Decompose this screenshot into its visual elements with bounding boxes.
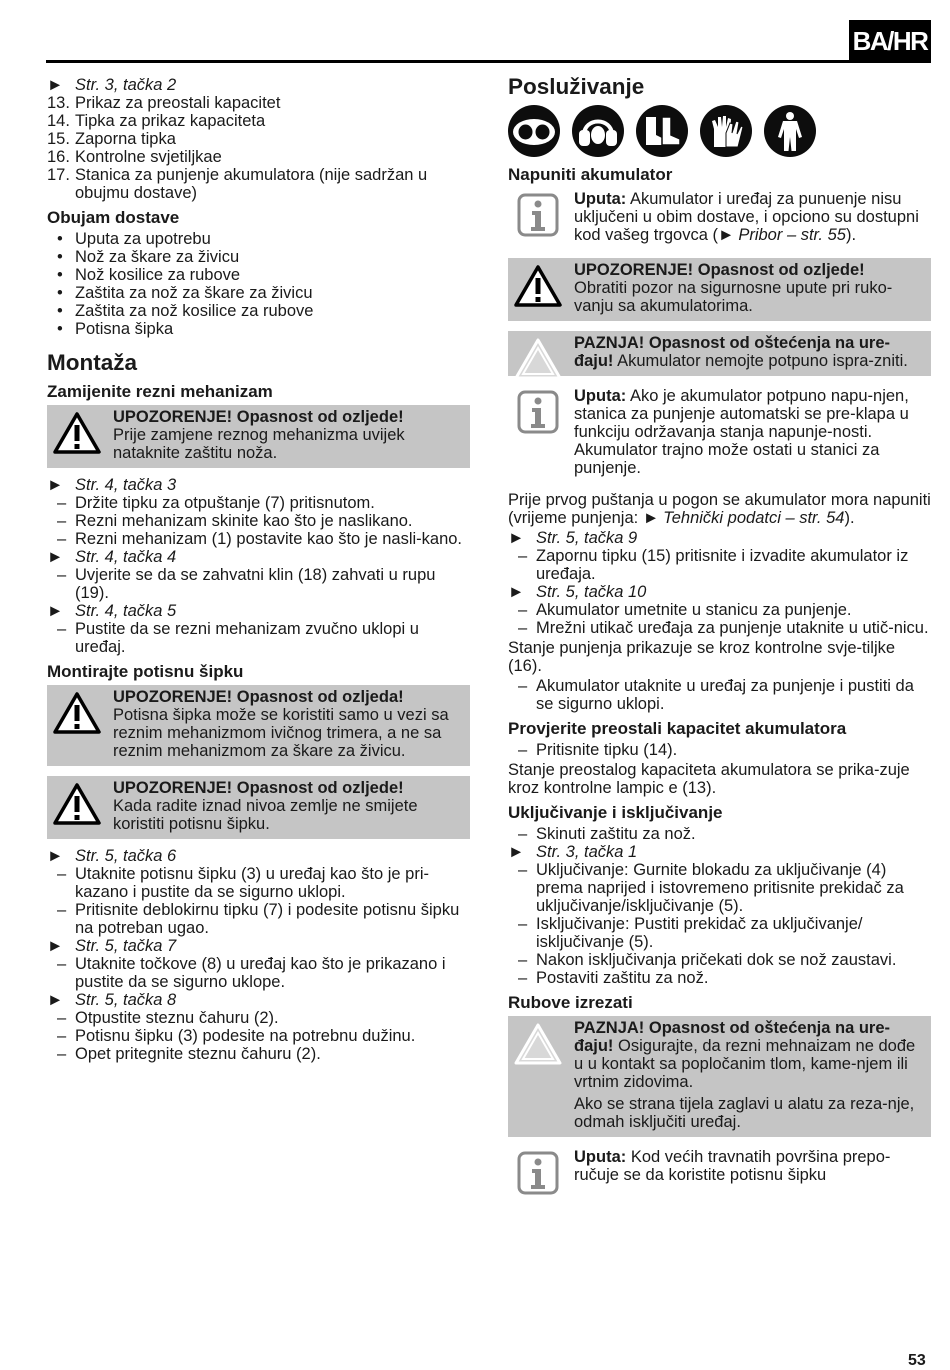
- step-item: – Nakon isključivanja pričekati dok se nož zaustavi.: [518, 951, 897, 969]
- steps-list: [508, 547, 931, 583]
- warning-triangle-icon: [53, 782, 101, 826]
- caution-title: PAZNJA! Opasnost od oštećenja na ure-đaju!: [574, 334, 890, 370]
- montaza-heading: Montaža: [47, 350, 137, 375]
- item-number: 17.: [47, 166, 70, 184]
- step-item: – Isključivanje: Pustiti prekidač za uključivanje/ isključivanje (5).: [518, 915, 863, 951]
- info-title: Uputa:: [574, 190, 627, 208]
- steps-list: [47, 1009, 470, 1063]
- list-item: [47, 112, 470, 130]
- caution-text: Akumulator nemojte potpuno ispra-zniti.: [617, 352, 908, 370]
- figure-reference: ► Str. 3, tačka 2: [47, 76, 177, 94]
- steps-list: [508, 741, 931, 759]
- warning-title: UPOZORENJE! Opasnost od ozljede!: [113, 779, 404, 797]
- step-item: – Pritisnite deblokirnu tipku (7) i podesite potisnu šipku na potreban ugao.: [57, 901, 460, 937]
- list-item: [47, 94, 470, 112]
- paragraph: Prije prvog puštanja u pogon se akumulator mora napuniti (vrijeme punjenja: ► Tehnički podatci – str. 54).: [508, 491, 931, 527]
- step-item: – Pritisnite tipku (14).: [518, 741, 678, 759]
- paragraph: Stanje punjenja prikazuje se kroz kontrolne svje-tiljke (16).: [508, 639, 896, 675]
- info-icon: [514, 1151, 562, 1195]
- warning-triangle-icon: [53, 691, 101, 735]
- figure-reference: ► Str. 5, tačka 6: [47, 847, 177, 865]
- info-box: [508, 384, 931, 483]
- caution-triangle-icon: [514, 337, 562, 381]
- item-number: 16.: [47, 148, 70, 166]
- replace-heading: Zamijenite rezni mehanizam: [47, 382, 273, 401]
- figure-reference: ► Str. 4, tačka 3: [47, 476, 177, 494]
- info-reference: ► Pribor – str. 55: [718, 226, 846, 244]
- warning-box: [47, 776, 470, 839]
- figure-reference: ► Str. 5, tačka 9: [508, 529, 638, 547]
- list-item: • Potisna šipka: [57, 320, 174, 338]
- figure-reference: ► Str. 5, tačka 10: [508, 583, 647, 601]
- warning-title: UPOZORENJE! Opasnost od ozljede!: [574, 261, 865, 279]
- info-text: Kod većih travnatih površina prepo-ručuje se da koristite potisnu šipku: [574, 1148, 891, 1184]
- step-item: – Otpustite steznu čahuru (2).: [57, 1009, 279, 1027]
- step-item: – Postaviti zaštitu za nož.: [518, 969, 709, 987]
- list-item: • Nož za škare za živicu: [57, 248, 240, 266]
- step-item: – Uvjerite se da se zahvatni klin (18) zahvati u rupu (19).: [57, 566, 436, 602]
- item-text: Zaporna tipka: [75, 130, 176, 148]
- steps-list: [508, 601, 931, 637]
- onoff-heading: Uključivanje i isključivanje: [508, 803, 723, 822]
- figure-reference: ► Str. 5, tačka 8: [47, 991, 177, 1009]
- step-item: – Akumulator utaknite u uređaj za punjenje i pustiti da se sigurno uklopi.: [518, 677, 914, 713]
- step-item: – Skinuti zaštitu za nož.: [518, 825, 696, 843]
- edge-heading: Rubove izrezati: [508, 993, 633, 1012]
- caution-title: PAZNJA! Opasnost od oštećenja na ure-đaju!: [574, 1019, 890, 1055]
- step-item: – Utaknite potisnu šipku (3) u uređaj kao što je pri-kazano i pustite da se sigurno uklopi.: [57, 865, 430, 901]
- paragraph: Stanje preostalog kapaciteta akumulatora se prika-zuje kroz kontrolne lampic e (13).: [508, 761, 910, 797]
- language-tab: BA/HR: [849, 20, 931, 63]
- header-rule: [46, 60, 931, 63]
- page-number: 53: [908, 1352, 926, 1369]
- list-item: [47, 148, 470, 166]
- charge-heading: Napuniti akumulator: [508, 165, 673, 184]
- step-item: – Uključivanje: Gurnite blokadu za uključivanje (4) prema naprijed i istovremeno pritisnite prekidač za uključivanje/isključivanje (5).: [518, 861, 904, 915]
- warning-title: UPOZORENJE! Opasnost od ozljede!: [113, 408, 404, 426]
- step-item: – Pustite da se rezni mehanizam zvučno uklopi u uređaj.: [57, 620, 419, 656]
- warning-text: Prije zamjene reznog mehanizma uvijek nataknite zaštitu noža.: [113, 426, 405, 462]
- ear-protection-icon: [572, 105, 624, 157]
- figure-reference: ► Str. 4, tačka 5: [47, 602, 177, 620]
- item-text: Tipka za prikaz kapaciteta: [75, 112, 266, 130]
- left-column: [47, 76, 470, 1063]
- step-item: – Rezni mehanizam skinite kao što je naslikano.: [57, 512, 413, 530]
- step-item: – Zapornu tipku (15) pritisnite i izvadite akumulator iz uređaja.: [518, 547, 909, 583]
- info-box: [508, 1145, 931, 1190]
- mount-heading: Montirajte potisnu šipku: [47, 662, 244, 681]
- gloves-icon: [700, 105, 752, 157]
- info-title: Uputa:: [574, 1148, 627, 1166]
- warning-text: Obratiti pozor na sigurnosne upute pri ruko-vanju sa akumulatorima.: [574, 279, 893, 315]
- caution-text: Osigurajte, da rezni mehnaizam ne dođe u u kontakt sa popločanim tlom, kame-njem ili vrtnim zidovima.: [574, 1037, 916, 1091]
- goggles-icon: [508, 105, 560, 157]
- protective-suit-icon: [764, 105, 816, 157]
- step-item: – Rezni mehanizam (1) postavite kao što je nasli-kano.: [57, 530, 463, 548]
- parts-list: [47, 94, 470, 202]
- step-item: – Potisnu šipku (3) podesite na potrebnu dužinu.: [57, 1027, 416, 1045]
- scope-heading: Obujam dostave: [47, 208, 180, 227]
- figure-reference: ► Str. 5, tačka 7: [47, 937, 177, 955]
- step-item: – Opet pritegnite steznu čahuru (2).: [57, 1045, 321, 1063]
- list-item: • Uputa za upotrebu: [57, 230, 211, 248]
- steps-list: [508, 861, 931, 987]
- figure-reference: ► Str. 4, tačka 4: [47, 548, 177, 566]
- list-item: • Zaštita za nož kosilice za rubove: [57, 302, 314, 320]
- info-icon: [514, 390, 562, 434]
- steps-list: [47, 566, 470, 602]
- list-item: [47, 130, 470, 148]
- steps-list: [508, 677, 931, 713]
- item-number: 14.: [47, 112, 70, 130]
- info-text: Ako je akumulator potpuno napu-njen, stanica za punjenje automatski se pre-klapa u funkciju održavanja stanja napunje-nosti. Akumulator trajno može ostati u stanici za punjenje.: [574, 387, 909, 477]
- caution-triangle-icon: [514, 1022, 562, 1066]
- step-item: – Utaknite točkove (8) u uređaj kao što je prikazano i pustite da se sigurno uklope.: [57, 955, 446, 991]
- warning-title: UPOZORENJE! Opasnost od ozljeda!: [113, 688, 404, 706]
- caution-box: [508, 1016, 931, 1137]
- steps-list: [47, 955, 470, 991]
- warning-triangle-icon: [514, 264, 562, 308]
- item-text: Kontrolne svjetiljkae: [75, 148, 222, 166]
- capacity-heading: Provjerite preostali kapacitet akumulatora: [508, 719, 847, 738]
- item-text: Stanica za punjenje akumulatora (nije sadržan u obujmu dostave): [75, 166, 428, 202]
- info-icon: [514, 193, 562, 237]
- warning-box: [47, 405, 470, 468]
- steps-list: [47, 494, 470, 548]
- item-number: 13.: [47, 94, 70, 112]
- list-item: • Nož kosilice za rubove: [57, 266, 241, 284]
- step-item: – Držite tipku za otpuštanje (7) pritisnutom.: [57, 494, 375, 512]
- warning-box: [47, 685, 470, 766]
- item-number: 15.: [47, 130, 70, 148]
- step-item: – Akumulator umetnite u stanicu za punjenje.: [518, 601, 852, 619]
- warning-text: Potisna šipka može se koristiti samo u vezi sa reznim mehanizmom ivičnog trimera, a ne sa reznim mehanizmom za škare za živicu.: [113, 706, 449, 760]
- info-box: Uputa: Akumulator i uređaj za punuenje nisu uključeni u obim dostave, i opciono su dostupni kod vašeg trgovca (► Pribor – str. 55).: [508, 187, 931, 250]
- warning-text: Kada radite iznad nivoa zemlje ne smijete koristiti potisnu šipku.: [113, 797, 418, 833]
- list-item: [47, 166, 470, 202]
- scope-list: [47, 230, 470, 338]
- boots-icon: [636, 105, 688, 157]
- info-title: Uputa:: [574, 387, 627, 405]
- warning-box: [508, 258, 931, 321]
- caution-box: [508, 331, 931, 376]
- steps-list: [508, 825, 931, 843]
- ppe-icons-row: [508, 105, 931, 157]
- warning-triangle-icon: [53, 411, 101, 455]
- list-item: • Zaštita za nož za škare za živicu: [57, 284, 313, 302]
- info-text: Akumulator i uređaj za punuenje nisu uključeni u obim dostave, i opciono su dostupni kod vašeg trgovca (: [574, 190, 919, 244]
- steps-list: [47, 865, 470, 937]
- step-item: – Mrežni utikač uređaja za punjenje utaknite u utič-nicu.: [518, 619, 929, 637]
- figure-reference: ► Str. 3, tačka 1: [508, 843, 638, 861]
- caution-text: Ako se strana tijela zaglavi u alatu za reza-nje, odmah isključiti uređaj.: [574, 1095, 915, 1131]
- right-column: [508, 76, 931, 1198]
- operation-heading: Posluživanje: [508, 74, 645, 99]
- item-text: Prikaz za preostali kapacitet: [75, 94, 281, 112]
- steps-list: [47, 620, 470, 656]
